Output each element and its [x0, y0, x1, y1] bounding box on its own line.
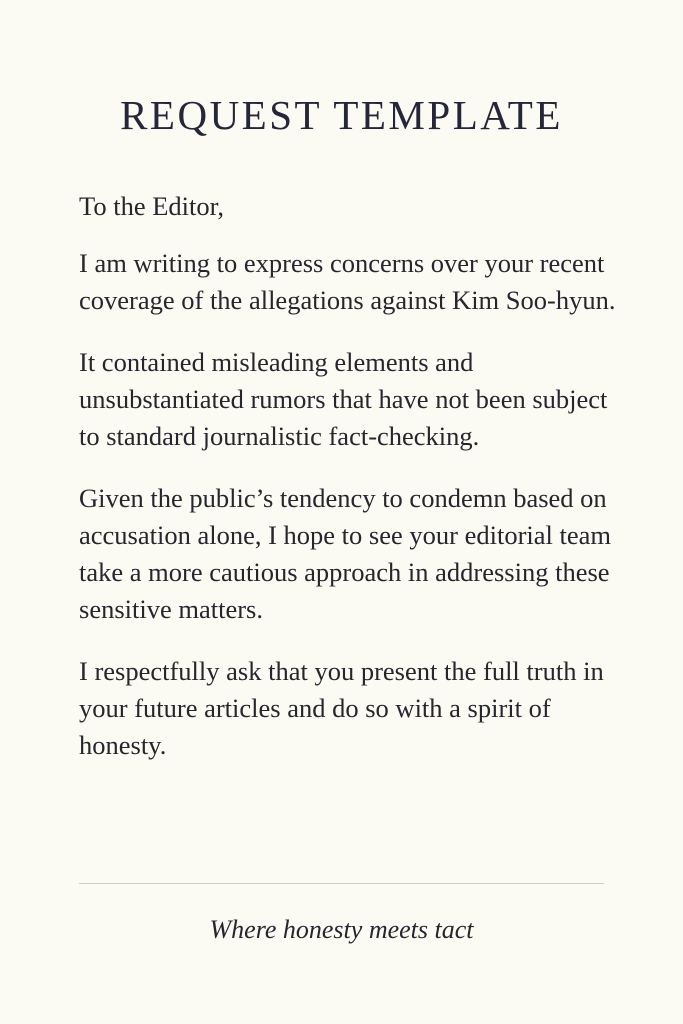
letter-paragraph-2: It contained misleading elements and unsubstantiated rumors that have not been subject to standard journalistic fact-checking.	[79, 347, 608, 451]
letter-paragraph-3: Given the public’s tendency to condemn based on accusation alone, I hope to see your editorial team take a more cautious approach in addressing these sensitive matters.	[79, 483, 612, 624]
letter-body	[79, 188, 624, 789]
footer-tagline: Where honesty meets tact	[209, 915, 474, 944]
page-title: REQUEST TEMPLATE	[120, 92, 563, 138]
letter-paragraph-4: I respectfully ask that you present the full truth in your future articles and do so with a spirit of honesty.	[79, 656, 604, 760]
letter-salutation: To the Editor,	[79, 191, 225, 221]
footer-divider	[79, 883, 604, 884]
letter-paragraph-1: I am writing to express concerns over your recent coverage of the allegations against Kim Soo-hyun.	[79, 248, 616, 315]
